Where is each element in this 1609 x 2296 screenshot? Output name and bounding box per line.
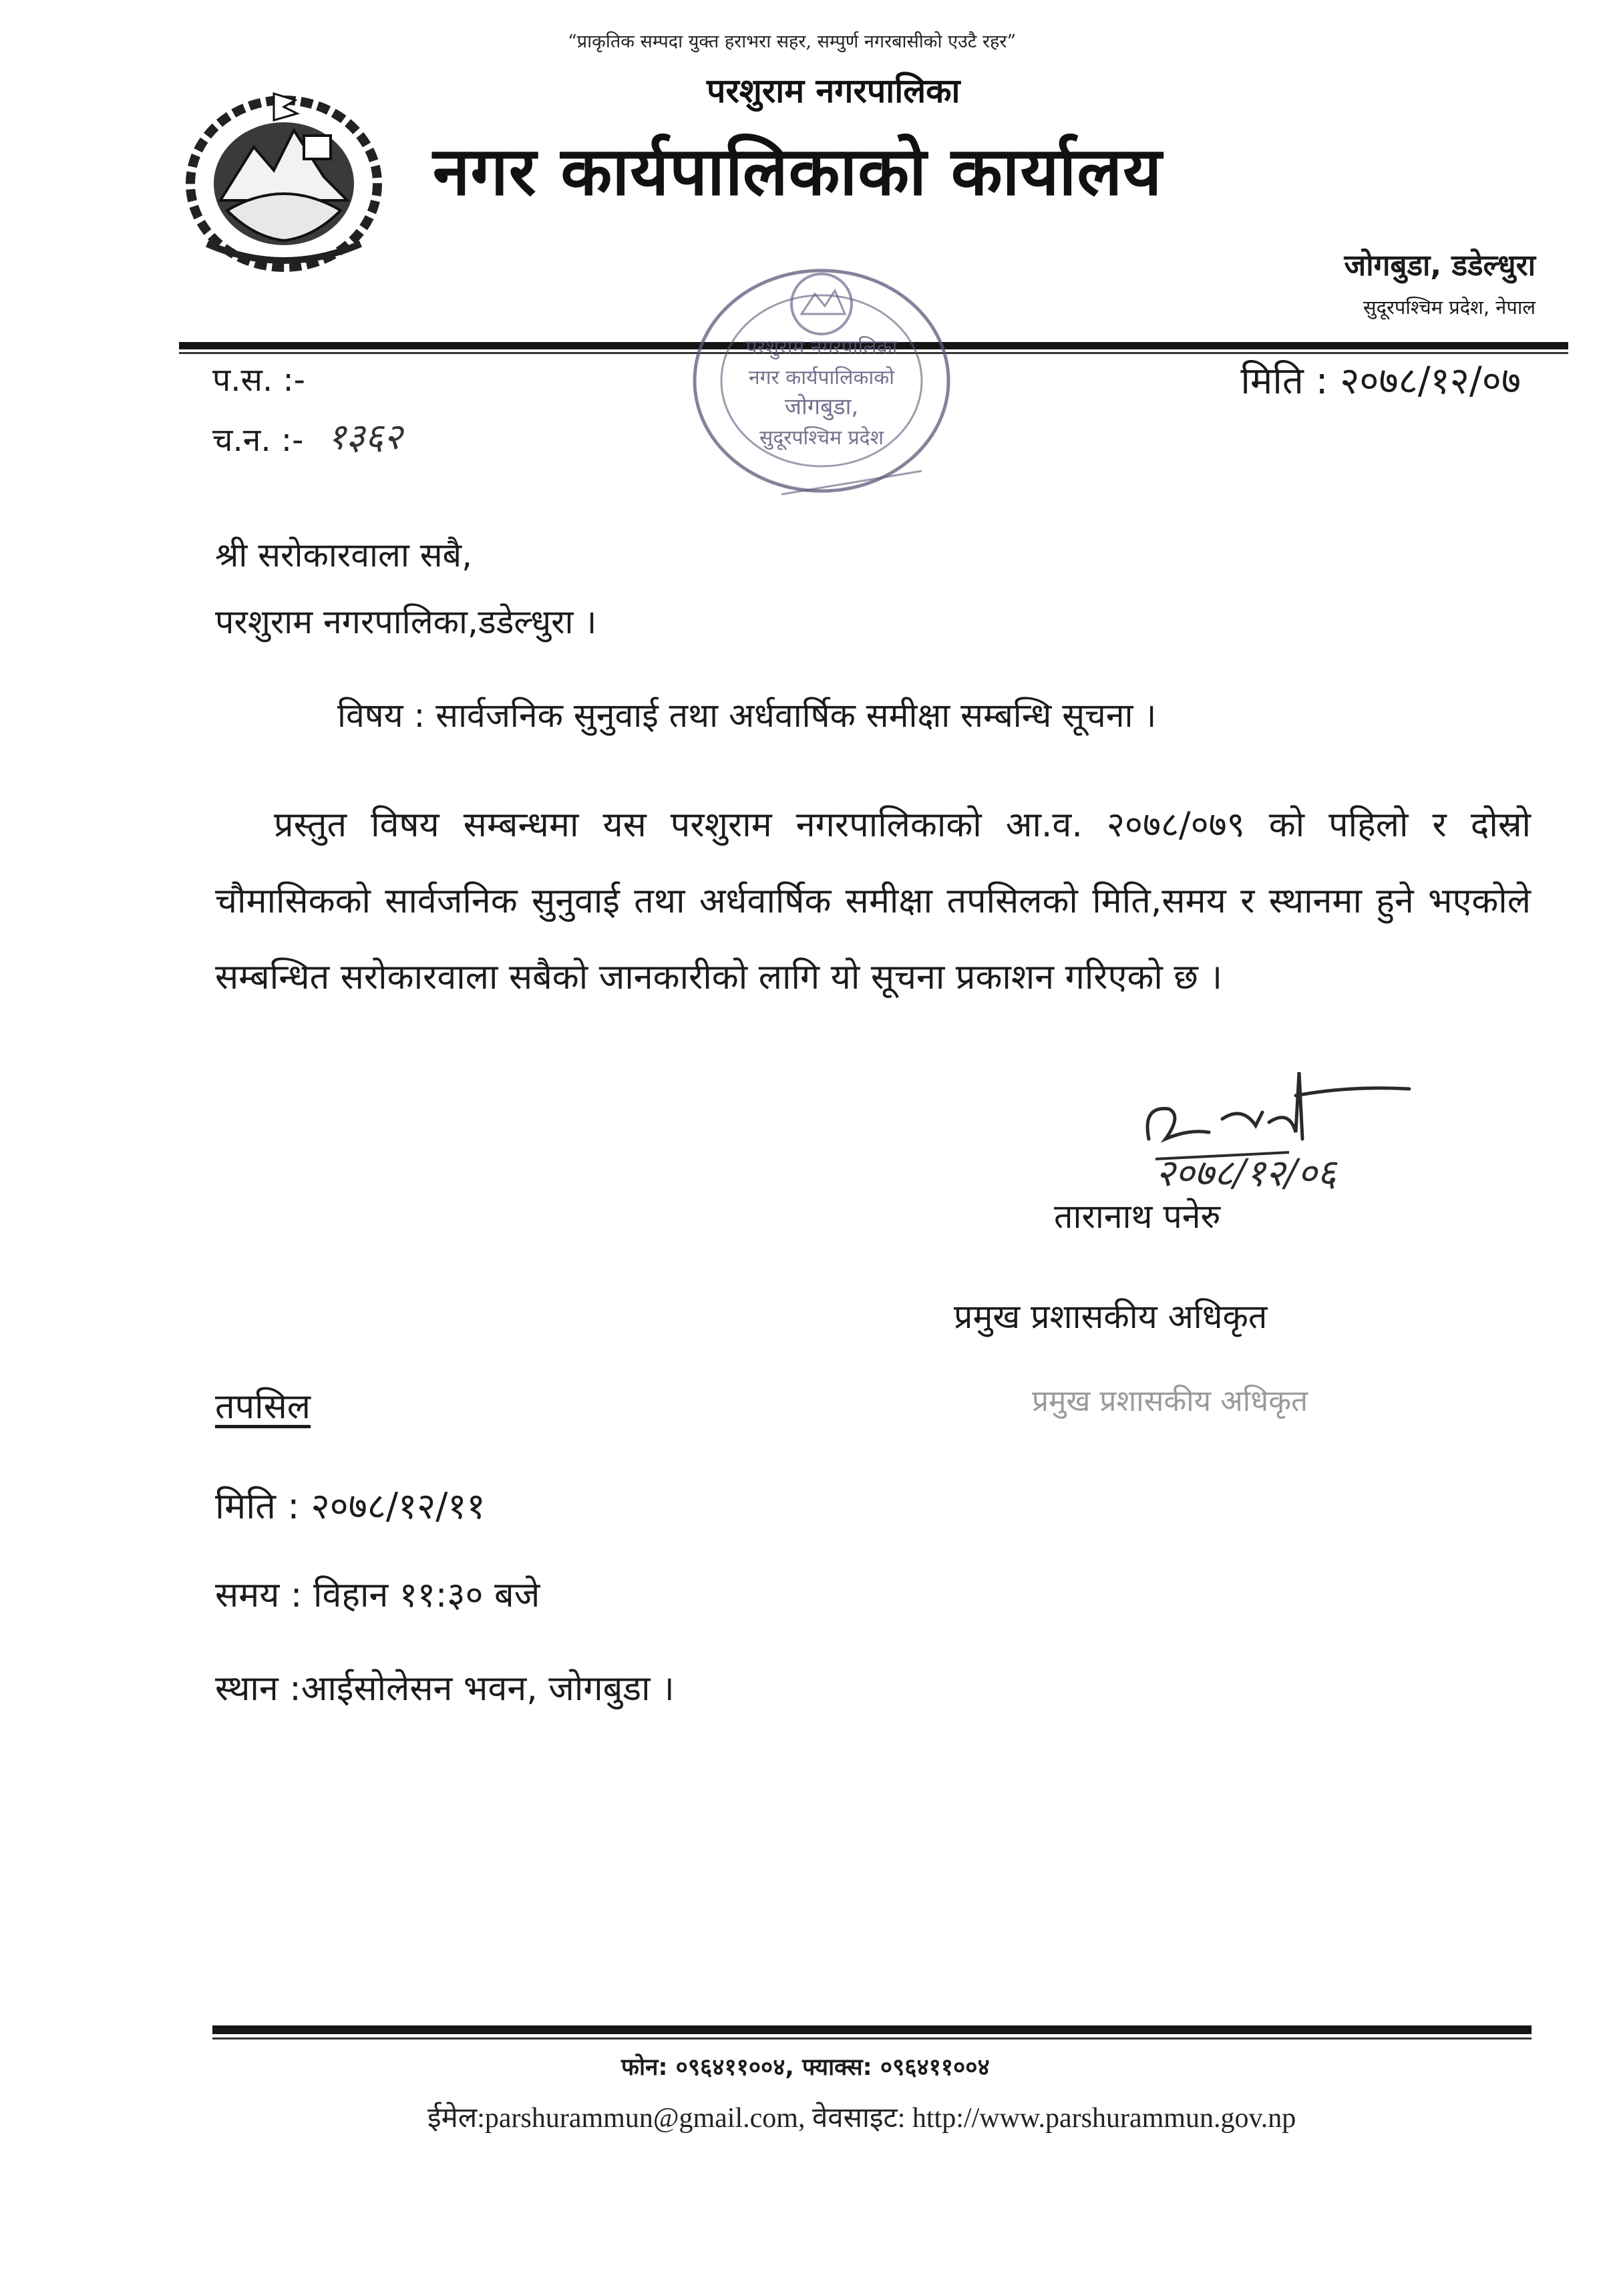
subject-line: विषय : सार्वजनिक सुनुवाई तथा अर्धवार्षिक समीक्षा सम्बन्धि सूचना । [337, 696, 1157, 735]
title-stamp: प्रमुख प्रशासकीय अधिकृत [1032, 1384, 1308, 1418]
footer-divider-thin [212, 2037, 1532, 2039]
signatory-name: तारानाथ पनेरु [1054, 1197, 1221, 1236]
footer-phone: फोन: ०९६४११००४, फ्याक्स: ०९६४११००४ [621, 2054, 990, 2081]
office-name: नगर कार्यपालिकाको कार्यालय [433, 132, 1163, 210]
footer-divider [212, 2025, 1532, 2034]
stamp-line-2: नगर कार्यपालिकाको [748, 366, 895, 389]
body-text: प्रस्तुत विषय सम्बन्धमा यस परशुराम नगरपालिकाको आ.व. २०७८/०७९ को पहिलो र दोस्रो चौमासिकको सार्वजनिक सुनुवाई तथा अर्धवार्षिक समीक्षा तपसिलको मिति,समय र स्थानमा हुने भएकोले सम्बन्धित सरोकारवाला सबैको जानकारीको लागि यो सूचना प्रकाशन गरिएको छ । [215, 805, 1531, 997]
official-round-stamp [681, 254, 962, 508]
footer-contact: ईमेल:parshurammun@gmail.com, वेवसाइट: http://www.parshurammun.gov.np [427, 2103, 1296, 2134]
schedule-venue: स्थान :आईसोलेसन भवन, जोगबुडा । [215, 1669, 675, 1709]
stamp-line-4: सुदूरपश्चिम प्रदेश [759, 426, 884, 450]
address-line-2: सुदूरपश्चिम प्रदेश, नेपाल [1363, 296, 1536, 319]
address-line-1: जोगबुडा, डडेल्धुरा [1344, 249, 1536, 283]
signature-date: २०७८/१२/०६ [1155, 1152, 1336, 1195]
cn-number-handwritten: १३६२ [327, 416, 403, 458]
recipient-line-2: परशुराम नगरपालिका,डडेल्धुरा । [215, 603, 597, 641]
nepal-emblem-icon [180, 84, 387, 277]
org-name: परशुराम नगरपालिका [707, 71, 960, 110]
schedule-heading: तपसिल [215, 1387, 311, 1427]
motto: “प्राकृतिक सम्पदा युक्त हराभरा सहर, सम्पुर्ण नगरबासीको एउटै रहर” [568, 31, 1017, 52]
schedule-time: समय : विहान ११:३० बजे [215, 1575, 540, 1615]
body-paragraph [215, 787, 1531, 1015]
schedule-date: मिति : २०७८/१२/११ [215, 1485, 486, 1527]
signatory-title: प्रमुख प्रशासकीय अधिकृत [954, 1297, 1268, 1336]
handwritten-signature [1129, 1059, 1423, 1212]
stamp-line-3: जोगबुडा, [784, 393, 859, 420]
letter-date: मिति : २०७८/१२/०७ [1240, 359, 1521, 403]
recipient-line-1: श्री सरोकारवाला सबै, [215, 536, 472, 575]
ps-label: प.स. :- [212, 361, 305, 399]
cn-label: च.न. :- [212, 422, 304, 459]
stamp-line-1: परशुराम नगरपालिका [745, 336, 898, 359]
